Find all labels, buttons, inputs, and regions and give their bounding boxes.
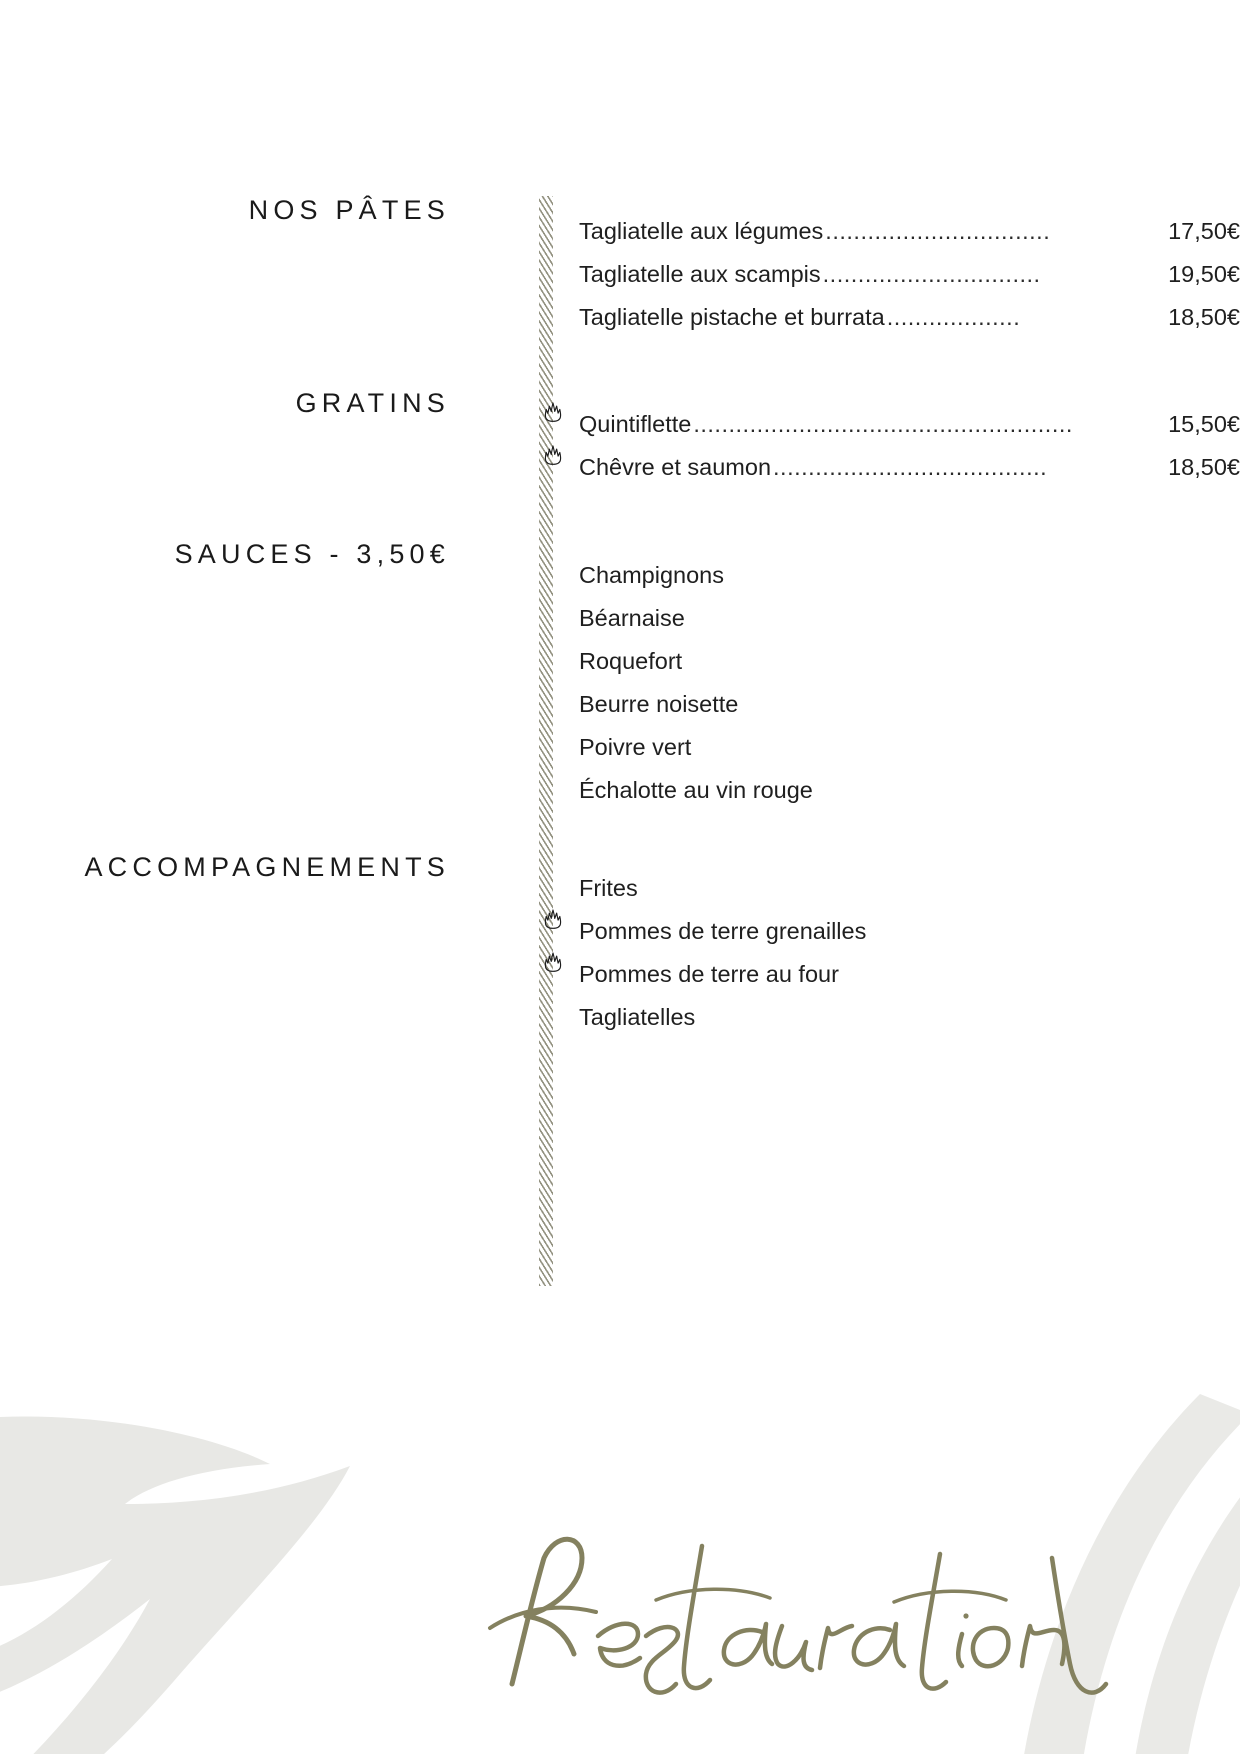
menu-item-name: Tagliatelle pistache et burrata <box>579 304 885 330</box>
menu-item-name: Roquefort <box>579 648 683 674</box>
flame-slot <box>542 712 579 755</box>
menu-item-row[interactable] <box>542 389 1240 437</box>
menu-item-name: Poivre vert <box>579 734 692 760</box>
section-title-cell <box>0 853 450 883</box>
menu-item-row[interactable] <box>542 853 1240 901</box>
menu-item-price: 18,50€ <box>1168 304 1240 330</box>
menu-item-name: Beurre noisette <box>579 691 739 717</box>
menu-item-name: Tagliatelle aux légumes <box>579 218 824 244</box>
flame-slot <box>542 755 579 798</box>
flame-slot <box>542 239 579 282</box>
flame-slot <box>542 669 579 712</box>
flame-slot <box>542 853 579 896</box>
flame-slot <box>542 626 579 669</box>
flame-icon <box>542 939 579 982</box>
section-items-gratins <box>450 389 1240 480</box>
section-title-cell <box>0 540 450 570</box>
menu-section-nos-pates <box>0 195 1240 330</box>
menu-item-row[interactable] <box>542 540 1240 588</box>
menu-item-price: 19,50€ <box>1168 261 1240 287</box>
flame-slot <box>542 282 579 325</box>
menu-item-name: Chêvre et saumon <box>579 454 772 480</box>
menu-section-sauces <box>0 539 1240 803</box>
menu-item-name: Champignons <box>579 562 725 588</box>
flame-slot <box>542 196 579 239</box>
menu-item-leader-dots: ................................ <box>825 218 1051 244</box>
menu-item-row[interactable] <box>542 196 1240 244</box>
menu-item-name: Frites <box>579 875 638 901</box>
section-items-accompagnements <box>450 853 1240 1030</box>
flame-icon <box>542 432 579 475</box>
menu-item-leader-dots: ................... <box>886 304 1021 330</box>
menu-item-name: Pommes de terre grenailles <box>579 918 867 944</box>
menu-item-row[interactable] <box>542 896 1240 944</box>
menu-item-price: 15,50€ <box>1168 411 1240 437</box>
flame-icon <box>542 896 579 939</box>
flame-slot <box>542 540 579 583</box>
section-items-nos-pates <box>450 196 1240 330</box>
section-title-nos-pates: NOS PÂTES <box>248 195 450 225</box>
menu-item-name: Échalotte au vin rouge <box>579 777 813 803</box>
menu-item-name: Tagliatelle aux scampis <box>579 261 821 287</box>
brand-wordmark-restauration <box>470 1524 1110 1724</box>
menu-section-accompagnements <box>0 852 1240 1030</box>
section-title-sauces: SAUCES - 3,50€ <box>174 539 450 569</box>
menu-item-name: Pommes de terre au four <box>579 961 839 987</box>
section-title-cell <box>0 389 450 419</box>
menu-item-leader-dots: ............................... <box>822 261 1041 287</box>
flame-slot <box>542 583 579 626</box>
menu-item-price: 17,50€ <box>1168 218 1240 244</box>
flame-slot <box>542 982 579 1025</box>
section-title-cell <box>0 196 450 226</box>
menu-item-name: Quintiflette <box>579 411 692 437</box>
menu-item-leader-dots: ....................................... <box>773 454 1048 480</box>
menu-item-name: Tagliatelles <box>579 1004 696 1030</box>
section-items-sauces <box>450 540 1240 803</box>
watermark-flourish-left <box>0 1384 470 1754</box>
menu-item-leader-dots: ...................................................... <box>693 411 1073 437</box>
section-title-accompagnements: ACCOMPAGNEMENTS <box>84 852 450 882</box>
section-title-gratins: GRATINS <box>295 388 450 418</box>
menu-item-name: Béarnaise <box>579 605 685 631</box>
menu-item-price: 18,50€ <box>1168 454 1240 480</box>
flame-icon <box>542 389 579 432</box>
menu-section-gratins <box>0 388 1240 480</box>
